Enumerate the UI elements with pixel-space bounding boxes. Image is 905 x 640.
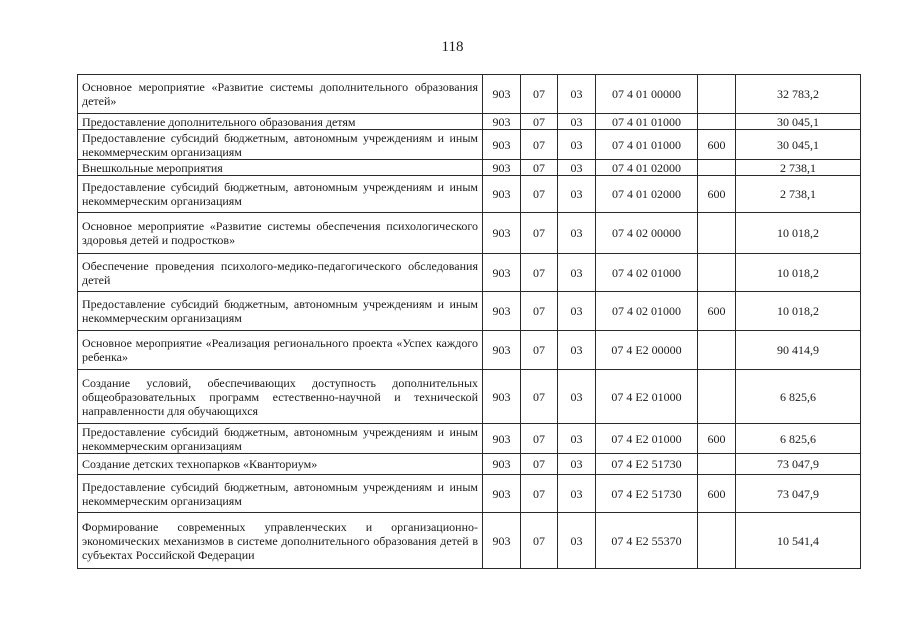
row-amount: 90 414,9	[736, 331, 861, 370]
table-row	[78, 475, 861, 513]
row-expense-type	[698, 331, 736, 370]
row-expense-type	[698, 213, 736, 254]
row-section: 07	[521, 475, 558, 513]
row-expense-type: 600	[698, 176, 736, 213]
row-section: 07	[521, 254, 558, 292]
row-grbs: 903	[483, 370, 521, 424]
table-row	[78, 454, 861, 475]
row-grbs: 903	[483, 254, 521, 292]
table-row	[78, 254, 861, 292]
row-expense-type	[698, 75, 736, 114]
row-subsection: 03	[558, 292, 596, 331]
table-row	[78, 331, 861, 370]
row-amount: 6 825,6	[736, 424, 861, 454]
row-subsection: 03	[558, 254, 596, 292]
row-subsection: 03	[558, 424, 596, 454]
row-subsection: 03	[558, 454, 596, 475]
row-section: 07	[521, 513, 558, 569]
row-expense-type	[698, 254, 736, 292]
row-amount: 73 047,9	[736, 475, 861, 513]
row-name: Создание условий, обеспечивающих доступность дополнительных общеобразовательных программ естественно-научной и технической направленности для обучающихся	[78, 370, 483, 424]
table-row	[78, 160, 861, 176]
row-section: 07	[521, 292, 558, 331]
row-section: 07	[521, 424, 558, 454]
table-row	[78, 513, 861, 569]
row-grbs: 903	[483, 75, 521, 114]
table-row	[78, 213, 861, 254]
page-number: 118	[441, 39, 464, 55]
row-grbs: 903	[483, 160, 521, 176]
row-target-article: 07 4 01 01000	[596, 114, 698, 130]
row-name: Основное мероприятие «Развитие системы дополнительного образования детей»	[78, 75, 483, 114]
row-name: Основное мероприятие «Реализация регионального проекта «Успех каждого ребенка»	[78, 331, 483, 370]
row-amount: 30 045,1	[736, 114, 861, 130]
row-target-article: 07 4 01 01000	[596, 130, 698, 160]
row-target-article: 07 4 E2 01000	[596, 424, 698, 454]
row-amount: 73 047,9	[736, 454, 861, 475]
row-grbs: 903	[483, 331, 521, 370]
row-target-article: 07 4 E2 01000	[596, 370, 698, 424]
row-amount: 30 045,1	[736, 130, 861, 160]
row-section: 07	[521, 176, 558, 213]
row-section: 07	[521, 213, 558, 254]
row-subsection: 03	[558, 513, 596, 569]
row-target-article: 07 4 E2 51730	[596, 475, 698, 513]
table-row	[78, 130, 861, 160]
row-amount: 10 018,2	[736, 213, 861, 254]
row-expense-type: 600	[698, 292, 736, 331]
row-name: Предоставление субсидий бюджетным, автономным учреждениям и иным некоммерческим организациям	[78, 176, 483, 213]
row-grbs: 903	[483, 213, 521, 254]
row-amount: 10 018,2	[736, 254, 861, 292]
row-name: Формирование современных управленческих и организационно-экономических механизмов в системе дополнительного образования детей в субъектах Российской Федерации	[78, 513, 483, 569]
row-name: Предоставление дополнительного образования детям	[78, 114, 483, 130]
row-expense-type	[698, 114, 736, 130]
row-section: 07	[521, 454, 558, 475]
row-section: 07	[521, 75, 558, 114]
row-target-article: 07 4 02 01000	[596, 254, 698, 292]
row-section: 07	[521, 114, 558, 130]
row-name: Основное мероприятие «Развитие системы обеспечения психологического здоровья детей и подростков»	[78, 213, 483, 254]
row-subsection: 03	[558, 130, 596, 160]
row-grbs: 903	[483, 513, 521, 569]
row-amount: 2 738,1	[736, 160, 861, 176]
table-row	[78, 75, 861, 114]
row-target-article: 07 4 E2 00000	[596, 331, 698, 370]
row-target-article: 07 4 01 02000	[596, 160, 698, 176]
row-expense-type: 600	[698, 424, 736, 454]
row-subsection: 03	[558, 475, 596, 513]
row-amount: 2 738,1	[736, 176, 861, 213]
row-name: Предоставление субсидий бюджетным, автономным учреждениям и иным некоммерческим организациям	[78, 130, 483, 160]
row-name: Предоставление субсидий бюджетным, автономным учреждениям и иным некоммерческим организациям	[78, 475, 483, 513]
row-expense-type	[698, 160, 736, 176]
row-amount: 6 825,6	[736, 370, 861, 424]
row-expense-type: 600	[698, 130, 736, 160]
row-amount: 10 541,4	[736, 513, 861, 569]
row-grbs: 903	[483, 454, 521, 475]
row-name: Обеспечение проведения психолого-медико-педагогического обследования детей	[78, 254, 483, 292]
row-section: 07	[521, 160, 558, 176]
row-subsection: 03	[558, 331, 596, 370]
row-target-article: 07 4 E2 51730	[596, 454, 698, 475]
row-grbs: 903	[483, 424, 521, 454]
row-amount: 32 783,2	[736, 75, 861, 114]
budget-table	[77, 74, 861, 569]
row-grbs: 903	[483, 292, 521, 331]
row-grbs: 903	[483, 130, 521, 160]
row-subsection: 03	[558, 370, 596, 424]
table-row	[78, 176, 861, 213]
table-row	[78, 424, 861, 454]
row-expense-type	[698, 454, 736, 475]
row-expense-type	[698, 370, 736, 424]
row-expense-type	[698, 513, 736, 569]
table-row	[78, 370, 861, 424]
row-name: Предоставление субсидий бюджетным, автономным учреждениям и иным некоммерческим организациям	[78, 424, 483, 454]
row-subsection: 03	[558, 176, 596, 213]
row-subsection: 03	[558, 160, 596, 176]
row-name: Создание детских технопарков «Кванториум»	[78, 454, 483, 475]
row-target-article: 07 4 02 01000	[596, 292, 698, 331]
row-amount: 10 018,2	[736, 292, 861, 331]
row-grbs: 903	[483, 475, 521, 513]
row-expense-type: 600	[698, 475, 736, 513]
row-section: 07	[521, 130, 558, 160]
row-name: Внешкольные мероприятия	[78, 160, 483, 176]
row-section: 07	[521, 370, 558, 424]
row-target-article: 07 4 02 00000	[596, 213, 698, 254]
table-row	[78, 292, 861, 331]
row-target-article: 07 4 01 00000	[596, 75, 698, 114]
row-subsection: 03	[558, 114, 596, 130]
row-subsection: 03	[558, 213, 596, 254]
row-target-article: 07 4 01 02000	[596, 176, 698, 213]
table-row	[78, 114, 861, 130]
row-grbs: 903	[483, 176, 521, 213]
row-section: 07	[521, 331, 558, 370]
row-grbs: 903	[483, 114, 521, 130]
row-name: Предоставление субсидий бюджетным, автономным учреждениям и иным некоммерческим организациям	[78, 292, 483, 331]
row-target-article: 07 4 E2 55370	[596, 513, 698, 569]
row-subsection: 03	[558, 75, 596, 114]
